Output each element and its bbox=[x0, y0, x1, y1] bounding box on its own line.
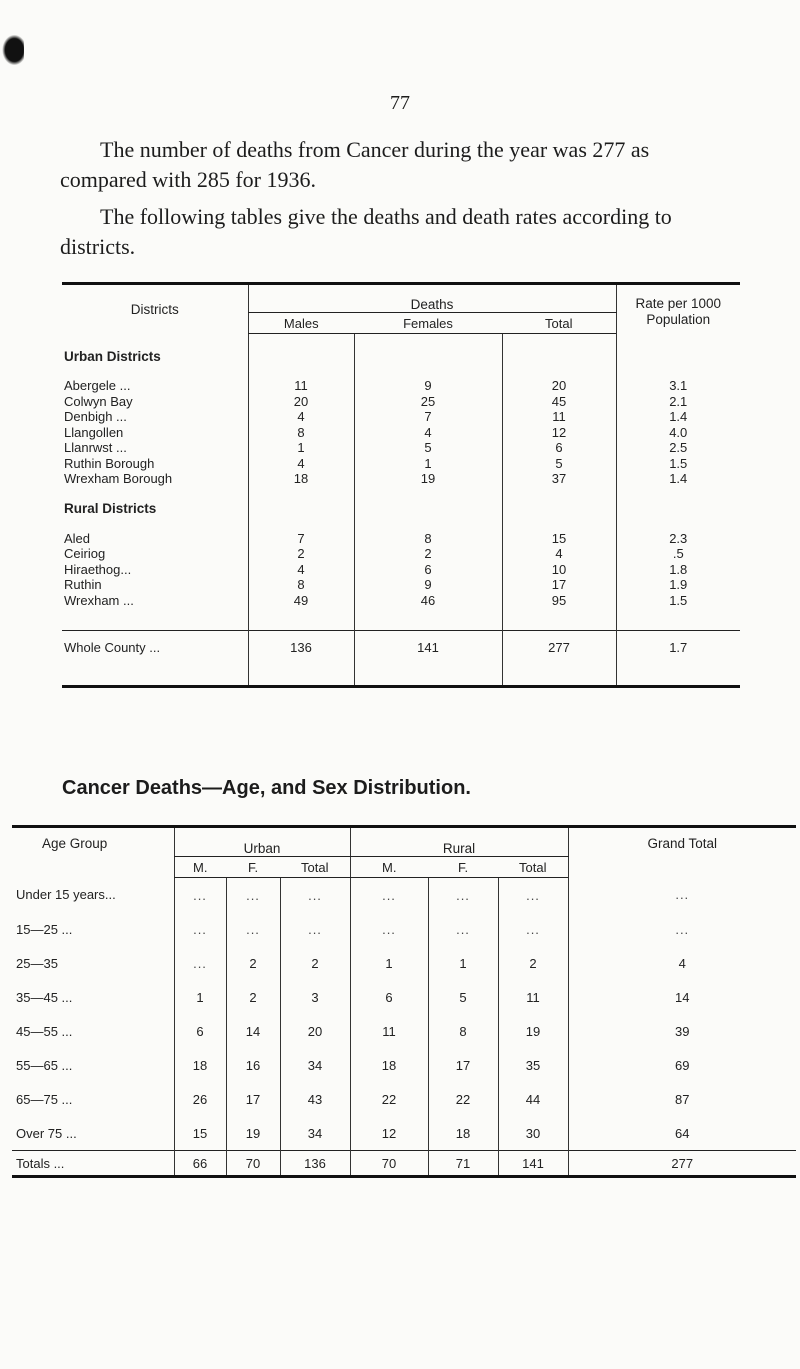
rural-m: ... bbox=[350, 912, 428, 946]
grand-total: 69 bbox=[568, 1048, 796, 1082]
rural-m: ... bbox=[350, 878, 428, 913]
rate-header: Rate per 1000 Population bbox=[616, 284, 740, 334]
age-group: Under 15 years... bbox=[16, 887, 116, 903]
rural-m: 6 bbox=[350, 980, 428, 1014]
section-row bbox=[62, 334, 740, 369]
total-count: 10 bbox=[502, 562, 616, 578]
rural-f: 17 bbox=[428, 1048, 498, 1082]
urban-total: 34 bbox=[280, 1048, 350, 1082]
table-row bbox=[62, 562, 740, 578]
grand-total: 277 bbox=[568, 1151, 796, 1177]
rural-m: 22 bbox=[350, 1082, 428, 1116]
grand-total: 4 bbox=[568, 946, 796, 980]
urban-total: 2 bbox=[280, 946, 350, 980]
urban-m: 15 bbox=[174, 1116, 226, 1151]
rural-m: 18 bbox=[350, 1048, 428, 1082]
district-name: Colwyn Bay bbox=[64, 393, 133, 409]
total-count: 17 bbox=[502, 577, 616, 593]
urban-districts-title: Urban Districts bbox=[64, 348, 161, 364]
grand-total: ... bbox=[568, 912, 796, 946]
rural-m: 12 bbox=[350, 1116, 428, 1151]
district-name: Wrexham ... bbox=[64, 592, 134, 608]
table-row bbox=[62, 394, 740, 410]
rural-m: 11 bbox=[350, 1014, 428, 1048]
rural-districts-title: Rural Districts bbox=[64, 501, 157, 516]
females-count: 5 bbox=[354, 440, 502, 456]
age-group: 65—75 ... bbox=[16, 1091, 73, 1107]
females-count: 9 bbox=[354, 577, 502, 593]
district-name: Aled bbox=[64, 530, 91, 546]
rural-f: 22 bbox=[428, 1082, 498, 1116]
urban-m: ... bbox=[174, 878, 226, 913]
rural-f: ... bbox=[428, 912, 498, 946]
urban-m: ... bbox=[174, 912, 226, 946]
grand-total: 39 bbox=[568, 1014, 796, 1048]
rural-total: 30 bbox=[498, 1116, 568, 1151]
urban-total-header: Total bbox=[280, 857, 350, 878]
rate-value: 2.3 bbox=[616, 531, 740, 547]
rural-total-header: Total bbox=[498, 857, 568, 878]
rural-m-header: M. bbox=[350, 857, 428, 878]
tables-intro-paragraph: The following tables give the deaths and death rates according to districts. bbox=[60, 204, 672, 259]
table-row bbox=[62, 577, 740, 593]
total-count: 15 bbox=[502, 531, 616, 547]
age-group: 15—25 ... bbox=[16, 921, 73, 937]
rural-header: Rural bbox=[350, 827, 568, 857]
females-count: 7 bbox=[354, 409, 502, 425]
rural-f-header: F. bbox=[428, 857, 498, 878]
rural-total: ... bbox=[498, 878, 568, 913]
age-group: Over 75 ... bbox=[16, 1125, 77, 1141]
total-count: 277 bbox=[502, 631, 616, 666]
total-count: 95 bbox=[502, 593, 616, 609]
total-count: 12 bbox=[502, 425, 616, 441]
deaths-header: Deaths bbox=[248, 284, 616, 313]
page-number: 77 bbox=[390, 92, 410, 114]
district-name: Whole County ... bbox=[62, 631, 248, 666]
urban-f: ... bbox=[226, 912, 280, 946]
ink-blot bbox=[0, 32, 24, 68]
urban-m: 66 bbox=[174, 1151, 226, 1177]
urban-f: 2 bbox=[226, 980, 280, 1014]
total-count: 5 bbox=[502, 456, 616, 472]
age-group: 25—35 bbox=[16, 955, 58, 971]
intro-paragraph: The number of deaths from Cancer during the year was 277 as compared with 285 for 1936. bbox=[60, 137, 650, 192]
males-count: 136 bbox=[248, 631, 354, 666]
females-count: 46 bbox=[354, 593, 502, 609]
table-row bbox=[12, 1082, 796, 1116]
rural-total: 35 bbox=[498, 1048, 568, 1082]
grand-total-header: Grand Total bbox=[568, 827, 796, 878]
totals-row bbox=[12, 1151, 796, 1177]
males-count: 20 bbox=[248, 394, 354, 410]
total-count: 4 bbox=[502, 546, 616, 562]
urban-f: 70 bbox=[226, 1151, 280, 1177]
females-count: 4 bbox=[354, 425, 502, 441]
rate-value: 3.1 bbox=[616, 378, 740, 394]
rate-value: 1.9 bbox=[616, 577, 740, 593]
urban-total: 43 bbox=[280, 1082, 350, 1116]
age-group: 35—45 ... bbox=[16, 989, 73, 1005]
table-row bbox=[62, 456, 740, 472]
table-row bbox=[12, 878, 796, 913]
rate-value: 1.4 bbox=[616, 471, 740, 487]
urban-f: 14 bbox=[226, 1014, 280, 1048]
urban-f: 19 bbox=[226, 1116, 280, 1151]
age-group-header: Age Group bbox=[42, 836, 108, 851]
age-group: Totals ... bbox=[12, 1151, 174, 1177]
rural-f: 8 bbox=[428, 1014, 498, 1048]
rate-value: 4.0 bbox=[616, 425, 740, 441]
total-header: Total bbox=[502, 313, 616, 334]
females-count: 19 bbox=[354, 471, 502, 487]
females-count: 1 bbox=[354, 456, 502, 472]
males-header: Males bbox=[248, 313, 354, 334]
table-row bbox=[62, 593, 740, 609]
males-count: 4 bbox=[248, 409, 354, 425]
females-count: 2 bbox=[354, 546, 502, 562]
rate-value: 1.5 bbox=[616, 456, 740, 472]
rate-value: 1.7 bbox=[616, 631, 740, 666]
deaths-by-district-table bbox=[62, 282, 740, 688]
males-count: 11 bbox=[248, 378, 354, 394]
males-count: 49 bbox=[248, 593, 354, 609]
females-count: 25 bbox=[354, 394, 502, 410]
males-count: 18 bbox=[248, 471, 354, 487]
urban-f: 17 bbox=[226, 1082, 280, 1116]
district-name: Llangollen bbox=[64, 424, 124, 440]
table-row bbox=[62, 425, 740, 441]
table-row bbox=[12, 1116, 796, 1151]
grand-total: 14 bbox=[568, 980, 796, 1014]
whole-county-row bbox=[62, 631, 740, 666]
rate-value: 2.5 bbox=[616, 440, 740, 456]
district-name: Abergele ... bbox=[64, 378, 131, 393]
females-count: 9 bbox=[354, 378, 502, 394]
urban-f-header: F. bbox=[226, 857, 280, 878]
grand-total: 87 bbox=[568, 1082, 796, 1116]
rural-f: 71 bbox=[428, 1151, 498, 1177]
rate-value: 1.8 bbox=[616, 562, 740, 578]
females-count: 6 bbox=[354, 562, 502, 578]
rural-total: 141 bbox=[498, 1151, 568, 1177]
females-count: 8 bbox=[354, 531, 502, 547]
rural-f: 18 bbox=[428, 1116, 498, 1151]
males-count: 4 bbox=[248, 562, 354, 578]
district-name: Ceiriog bbox=[64, 546, 106, 561]
males-count: 2 bbox=[248, 546, 354, 562]
urban-f: 16 bbox=[226, 1048, 280, 1082]
table-row bbox=[62, 409, 740, 425]
urban-total: ... bbox=[280, 912, 350, 946]
urban-total: 3 bbox=[280, 980, 350, 1014]
urban-total: 136 bbox=[280, 1151, 350, 1177]
urban-f: ... bbox=[226, 878, 280, 913]
district-name: Wrexham Borough bbox=[64, 471, 173, 486]
rural-f: ... bbox=[428, 878, 498, 913]
females-header: Females bbox=[354, 313, 502, 334]
district-name: Llanrwst ... bbox=[64, 440, 127, 455]
district-name: Ruthin bbox=[64, 577, 102, 592]
rural-total: 11 bbox=[498, 980, 568, 1014]
rate-value: .5 bbox=[616, 546, 740, 562]
district-name: Ruthin Borough bbox=[64, 455, 155, 471]
urban-m: 1 bbox=[174, 980, 226, 1014]
rural-total: 44 bbox=[498, 1082, 568, 1116]
urban-m: ... bbox=[174, 946, 226, 980]
table-row bbox=[62, 531, 740, 547]
district-name: Hiraethog... bbox=[64, 561, 132, 577]
rural-total: 19 bbox=[498, 1014, 568, 1048]
age-sex-distribution-title: Cancer Deaths—Age, and Sex Distribution. bbox=[62, 777, 471, 799]
table-row bbox=[62, 546, 740, 562]
urban-total: 20 bbox=[280, 1014, 350, 1048]
total-count: 45 bbox=[502, 394, 616, 410]
urban-header: Urban bbox=[174, 827, 350, 857]
table-row bbox=[62, 378, 740, 394]
table-row bbox=[62, 440, 740, 456]
rural-f: 1 bbox=[428, 946, 498, 980]
age-group: 45—55 ... bbox=[16, 1023, 73, 1039]
rate-value: 2.1 bbox=[616, 394, 740, 410]
total-count: 37 bbox=[502, 471, 616, 487]
grand-total: 64 bbox=[568, 1116, 796, 1151]
grand-total: ... bbox=[568, 878, 796, 913]
district-name: Denbigh ... bbox=[64, 409, 127, 424]
total-count: 11 bbox=[502, 409, 616, 425]
males-count: 7 bbox=[248, 531, 354, 547]
rural-m: 1 bbox=[350, 946, 428, 980]
table-row bbox=[62, 471, 740, 487]
males-count: 4 bbox=[248, 456, 354, 472]
females-count: 141 bbox=[354, 631, 502, 666]
rural-total: 2 bbox=[498, 946, 568, 980]
table-row bbox=[12, 1048, 796, 1082]
males-count: 1 bbox=[248, 440, 354, 456]
table-row bbox=[12, 1014, 796, 1048]
table-row bbox=[12, 980, 796, 1014]
males-count: 8 bbox=[248, 425, 354, 441]
males-count: 8 bbox=[248, 577, 354, 593]
section-row bbox=[62, 487, 740, 521]
total-count: 20 bbox=[502, 378, 616, 394]
urban-m: 18 bbox=[174, 1048, 226, 1082]
urban-m: 26 bbox=[174, 1082, 226, 1116]
age-sex-distribution-table bbox=[12, 825, 796, 1178]
urban-total: 34 bbox=[280, 1116, 350, 1151]
age-group: 55—65 ... bbox=[16, 1057, 73, 1073]
urban-m-header: M. bbox=[174, 857, 226, 878]
districts-header: Districts bbox=[130, 301, 179, 317]
rural-f: 5 bbox=[428, 980, 498, 1014]
rural-total: ... bbox=[498, 912, 568, 946]
total-count: 6 bbox=[502, 440, 616, 456]
urban-m: 6 bbox=[174, 1014, 226, 1048]
rate-value: 1.4 bbox=[616, 409, 740, 425]
table-row bbox=[12, 946, 796, 980]
urban-total: ... bbox=[280, 878, 350, 913]
urban-f: 2 bbox=[226, 946, 280, 980]
table-row bbox=[12, 912, 796, 946]
rate-value: 1.5 bbox=[616, 593, 740, 609]
rural-m: 70 bbox=[350, 1151, 428, 1177]
